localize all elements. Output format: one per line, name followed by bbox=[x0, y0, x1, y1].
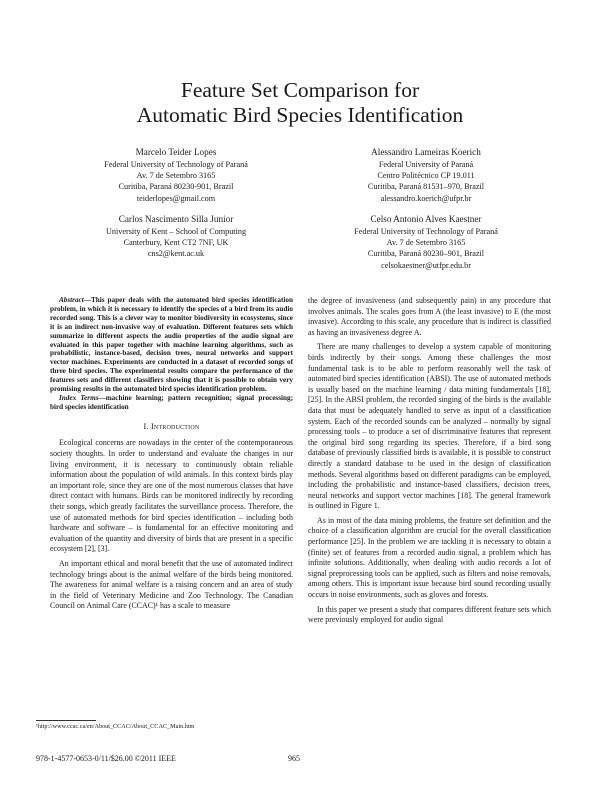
author-city: Curitiba, Paraná 80230–901, Brazil bbox=[367, 249, 485, 259]
footnote-divider bbox=[36, 720, 96, 721]
intro-paragraph-1: Ecological concerns are nowadays in the center of the contemporaneous society thoughts. In order to understand and evaluate the changes in our living environment, it is necessary to continuously obtain reliable information about the population of wild animals. In this context birds play an important role, since they are one of the most numerous classes that have direct contact with humans. Birds can be monitored indirectly by recording their songs, which greatly facilitates the surveillance process. Therefore, the use of automated methods for bird species identification – including both hardware and software – is fundamental for an effective monitoring and evaluation of the quantity and diversity of birds that are present in a specific ecosystem [2], [3]. bbox=[50, 438, 293, 554]
author-name: Alessandro Lameiras Koerich bbox=[371, 147, 481, 157]
page-number: 965 bbox=[288, 754, 300, 763]
author-affiliation: Federal University of Technology of Paraná bbox=[104, 159, 248, 169]
author-affiliation: University of Kent – School of Computing bbox=[105, 226, 247, 236]
right-paragraph-2: There are many challenges to develop a system capable of monitoring birds indirectly by their songs. Among these challenges the most fundamental task is to be able to perform reasonably well the task of automated bird species identification (ABSI). The use of automated methods is usually based on the machine learning / data mining fundamentals [18], [25]. In the ABSI problem, the recorded singing of the birds is the available data that must be adequately handled to serve as input of a classification system. Each of the recorded sounds can be analyzed – normally by signal processing tools – to produce a set of discriminative features that represent the original bird song regarding its species. Therefore, if a bird song database of previously classified birds is available, it is possible to construct directly a standard database to be used in the design of classification methods. Several algorithms based on different paradigms can be employed, including the probabilistic and instance-based classifiers, decision trees, neural networks and support vector machines [18]. The general framework is outlined in Figure 1. bbox=[308, 342, 551, 511]
author-address: Av. 7 de Setembro 3165 bbox=[136, 170, 216, 180]
author-city: Curitiba, Paraná 80230-901, Brazil bbox=[118, 182, 234, 192]
section-number: I. bbox=[143, 421, 149, 431]
paper-title-line-1: Feature Set Comparison for bbox=[180, 78, 420, 102]
index-terms bbox=[50, 394, 293, 412]
author-address: Av. 7 de Setembro 3165 bbox=[386, 237, 466, 247]
section-heading bbox=[50, 422, 293, 433]
author-name: Carlos Nascimento Silla Junior bbox=[118, 214, 234, 224]
author-block-3 bbox=[56, 213, 296, 260]
abstract-label: Abstract bbox=[59, 296, 84, 304]
right-column bbox=[308, 296, 551, 626]
abstract-text: —This paper deals with the automated bird species identification problem, in which it is necessary to identify the species of a bird from its audio recorded song. This is a clever way to monitor biodiversity in ecosystems, since it is an indirect non-invasive way of evaluation. Different features sets which summarize in different aspects the audio properties of the audio signal are evaluated in this paper together with machine learning algorithms, such as probabilistic, instance-based, decision trees, neural networks and support vector machines. Experiments are conducted in a dataset of recorded songs of three bird species. The experimental results compare the performance of the features sets and different classifiers showing that it is possible to obtain very promising results in the automated bird species identification problem. bbox=[50, 296, 293, 394]
right-paragraph-4: In this paper we present a study that compares different feature sets which were previously employed for audio signal bbox=[308, 604, 551, 625]
right-paragraph-3: As in most of the data mining problems, the feature set definition and the choice of a classification algorithm are crucial for the overall classification performance [25]. In the problem we are tackling it is necessary to obtain a (finite) set of features from a recorded audio signal, a problem which has infinite solutions. Additionally, when dealing with audio records a lot of signal preprocessing tools can be applied, such as filters and noise removals, among others. This is important issue because bird sound recording usually occurs in noise environments, such as gloves and forests. bbox=[308, 515, 551, 600]
author-name: Marcelo Teider Lopes bbox=[135, 147, 217, 157]
paper-title-line-2: Automatic Bird Species Identification bbox=[136, 103, 464, 127]
author-address: Canterbury, Kent CT2 7NF, UK bbox=[123, 237, 229, 247]
author-block-2 bbox=[306, 146, 546, 204]
author-address: Centro Politécnico CP 19.011 bbox=[377, 170, 475, 180]
footer-copyright: 978-1-4577-0653-0/11/$26.00 ©2011 IEEE bbox=[36, 754, 176, 763]
author-affiliation: Federal University of Technology of Paraná bbox=[354, 226, 498, 236]
intro-paragraph-2: An important ethical and moral benefit that the use of automated indirect technology brings about is the animal welfare of the birds being monitored. The awareness for animal welfare is a raising concern and an area of study in the field of Veterinary Medicine and Zoo Technology. The Canadian Council on Animal Care (CCAC)¹ has a scale to measure bbox=[50, 558, 293, 611]
right-paragraph-1: the degree of invasiveness (and subsequently pain) in any procedure that involves animals. The scales goes from A (the least invasive) to E (the most invasive). According to this scale, any procedure that is indirect is classified as having an invasiveness degree A. bbox=[308, 296, 551, 337]
author-email: celsokaestner@utfpr.edu.br bbox=[381, 260, 471, 270]
author-city: Curitiba, Paraná 81531–970, Brazil bbox=[367, 182, 485, 192]
author-affiliation: Federal University of Paraná bbox=[378, 159, 474, 169]
author-email: alessandro.koerich@ufpr.br bbox=[380, 193, 472, 203]
abstract bbox=[50, 296, 293, 394]
author-name: Celso Antonio Alves Kaestner bbox=[370, 214, 482, 224]
left-column bbox=[50, 296, 293, 612]
author-email: teiderlopes@gmail.com bbox=[136, 193, 216, 203]
section-title: Introduction bbox=[150, 421, 200, 431]
author-email: cns2@kent.ac.uk bbox=[147, 249, 205, 259]
index-terms-text: —machine learning; pattern recognition; signal processing; bird species identification bbox=[50, 393, 293, 411]
author-block-1 bbox=[56, 146, 296, 204]
footnote: ¹http://www.ccac.ca/en/About_CCAC/About_CCAC_Main.htm bbox=[36, 723, 195, 730]
author-block-4 bbox=[306, 213, 546, 271]
index-terms-label: Index Terms bbox=[59, 393, 99, 402]
